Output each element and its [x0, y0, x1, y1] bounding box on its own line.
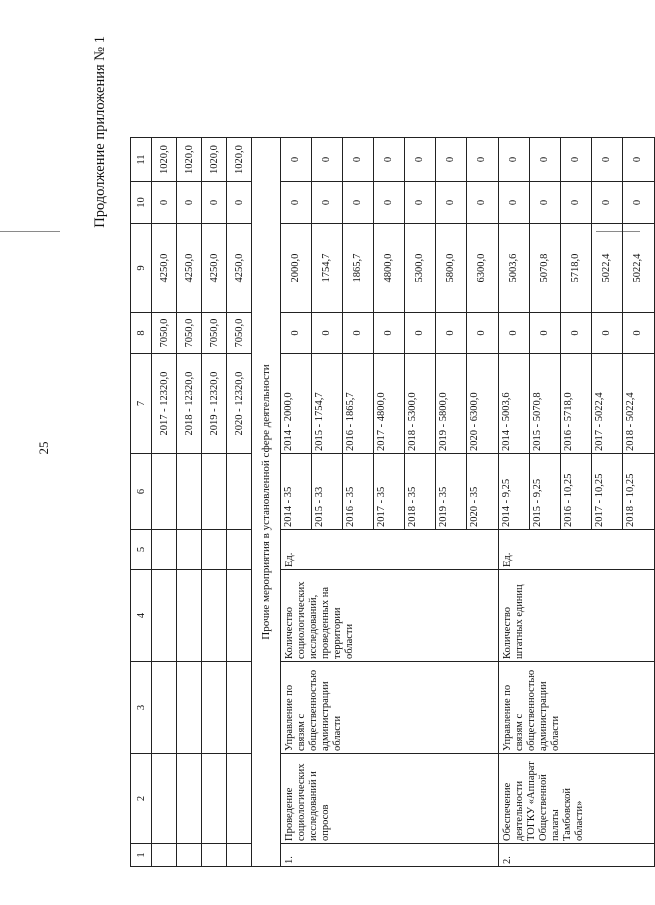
- funding-local-value: 0: [476, 199, 487, 206]
- funding-other-value: 0: [374, 138, 405, 181]
- indicator-value: 2015 - 9,25: [530, 454, 561, 529]
- item-number: 1.: [281, 844, 499, 867]
- indicator-value: 2014 - 35: [281, 454, 312, 529]
- column-header: 9: [131, 224, 152, 313]
- funding-total-value: 2015 - 5070,8: [530, 354, 561, 453]
- measure-name: Обеспечение деятельности ТОГКУ «Аппарат Общественной палаты Тамбовской области»: [499, 754, 655, 844]
- appendix-title: Продолжение приложения № 1: [92, 36, 108, 228]
- funding-regional-value: 5718,0: [561, 224, 592, 312]
- funding-other-column: [281, 138, 499, 182]
- funding-other-cell: 1020,0: [152, 138, 177, 182]
- funding-total-value: 2015 - 1754,7: [312, 354, 343, 453]
- funding-regional-value: 4800,0: [374, 224, 405, 312]
- funding-total-value: 2019 - 5800,0: [436, 354, 467, 453]
- funding-federal-value: 0: [530, 313, 561, 353]
- funding-regional-cell: 4250,0: [202, 224, 227, 313]
- funding-regional-value: 1865,7: [343, 224, 374, 312]
- funding-other-cell: 1020,0: [227, 138, 252, 182]
- funding-total-value: 2018 - 5022,4: [625, 392, 636, 451]
- executor-name: Управление по связям с общественностью администрации области: [281, 662, 499, 754]
- funding-local-cell: 0: [227, 182, 252, 224]
- funding-regional-cell: 4250,0: [227, 224, 252, 313]
- unit-of-measure: Ед.: [499, 530, 655, 570]
- funding-total-cell: 2019 - 12320,0: [202, 354, 227, 454]
- funding-local-value: 0: [312, 182, 343, 223]
- indicator-value: 2018 - 10,25: [625, 473, 636, 527]
- funding-regional-value: 2000,0: [281, 224, 312, 312]
- indicator-value: 2016 - 10,25: [561, 454, 592, 529]
- funding-regional-cell: 4250,0: [177, 224, 202, 313]
- indicator-value: 2019 - 35: [436, 454, 467, 529]
- funding-other-value: 0: [476, 156, 487, 163]
- funding-federal-column: [281, 313, 499, 354]
- column-header: 6: [131, 454, 152, 530]
- indicator-name: Количество штатных единиц: [499, 570, 655, 662]
- item-number: 2.: [499, 844, 655, 867]
- funding-regional-value: 5300,0: [405, 224, 436, 312]
- indicator-name: Количество социологических исследований, проведенных на территории области: [281, 570, 499, 662]
- indicator-value: 2020 - 35: [469, 486, 480, 527]
- column-header: 2: [131, 754, 152, 844]
- table-row: [281, 138, 499, 867]
- table-row: [202, 138, 227, 867]
- funding-other-value: 0: [343, 138, 374, 181]
- column-header: 1: [131, 844, 152, 867]
- funding-federal-value: 0: [343, 313, 374, 353]
- funding-other-value: 0: [499, 138, 530, 181]
- indicator-value: 2015 - 33: [312, 454, 343, 529]
- funding-other-cell: 1020,0: [202, 138, 227, 182]
- executor-name: Управление по связям с общественностью администрации области: [499, 662, 655, 754]
- column-header: 5: [131, 530, 152, 570]
- funding-other-value: 0: [561, 138, 592, 181]
- funding-other-value: 0: [436, 138, 467, 181]
- funding-federal-value: 0: [592, 313, 623, 353]
- funding-total-value: 2016 - 5718,0: [561, 354, 592, 453]
- funding-regional-column: [281, 224, 499, 313]
- table-row: [227, 138, 252, 867]
- funding-federal-value: 0: [499, 313, 530, 353]
- indicator-value: 2017 - 35: [374, 454, 405, 529]
- funding-federal-value: 0: [436, 313, 467, 353]
- section-row: [252, 138, 281, 867]
- indicator-value: 2018 - 35: [405, 454, 436, 529]
- funding-regional-value: 5070,8: [530, 224, 561, 312]
- indicator-values-cell: [281, 454, 499, 530]
- funding-total-value: 2014 - 5003,6: [499, 354, 530, 453]
- funding-local-value: 0: [561, 182, 592, 223]
- column-header: 3: [131, 662, 152, 754]
- funding-federal-value: 0: [312, 313, 343, 353]
- funding-local-value: 0: [281, 182, 312, 223]
- funding-total-column: [281, 354, 499, 454]
- column-header: 10: [131, 182, 152, 224]
- funding-local-value: 0: [632, 199, 643, 206]
- indicator-value: 2016 - 35: [343, 454, 374, 529]
- funding-total-value: 2017 - 5022,4: [592, 354, 623, 453]
- funding-federal-cell: 7050,0: [227, 313, 252, 354]
- section-title: Прочие мероприятия в установленной сфере деятельности: [252, 138, 281, 867]
- funding-other-column: [499, 138, 655, 182]
- funding-local-cell: 0: [202, 182, 227, 224]
- cut-mark-left: [0, 231, 60, 232]
- table-row: [152, 138, 177, 867]
- program-measures-table: [130, 137, 655, 867]
- funding-other-value: 0: [405, 138, 436, 181]
- funding-local-column: [499, 182, 655, 224]
- funding-regional-value: 1754,7: [312, 224, 343, 312]
- funding-other-cell: 1020,0: [177, 138, 202, 182]
- funding-other-value: 0: [312, 138, 343, 181]
- funding-regional-value: 5800,0: [436, 224, 467, 312]
- funding-other-value: 0: [592, 138, 623, 181]
- column-header: 8: [131, 313, 152, 354]
- funding-federal-value: 0: [561, 313, 592, 353]
- funding-total-value: 2014 - 2000,0: [281, 354, 312, 453]
- funding-regional-value: 5003,6: [499, 224, 530, 312]
- funding-local-value: 0: [592, 182, 623, 223]
- funding-federal-cell: 7050,0: [152, 313, 177, 354]
- funding-total-value: 2016 - 1865,7: [343, 354, 374, 453]
- funding-total-cell: 2017 - 12320,0: [152, 354, 177, 454]
- table-row: [177, 138, 202, 867]
- page-number: 25: [36, 441, 51, 455]
- funding-regional-value: 6300,0: [476, 253, 487, 283]
- funding-federal-cell: 7050,0: [177, 313, 202, 354]
- funding-federal-column: [499, 313, 655, 354]
- column-header: 11: [131, 138, 152, 182]
- funding-local-cell: 0: [152, 182, 177, 224]
- funding-local-cell: 0: [177, 182, 202, 224]
- funding-total-cell: 2018 - 12320,0: [177, 354, 202, 454]
- unit-of-measure: Ед.: [281, 530, 499, 570]
- funding-federal-value: 0: [405, 313, 436, 353]
- indicator-value: 2014 - 9,25: [499, 454, 530, 529]
- funding-regional-cell: 4250,0: [152, 224, 177, 313]
- rotated-page-content: [90, 32, 643, 867]
- funding-local-value: 0: [374, 182, 405, 223]
- table-row: [499, 138, 655, 867]
- funding-total-value: 2018 - 5300,0: [405, 354, 436, 453]
- funding-total-column: [499, 354, 655, 454]
- funding-local-value: 0: [436, 182, 467, 223]
- funding-total-cell: 2020 - 12320,0: [227, 354, 252, 454]
- funding-local-value: 0: [499, 182, 530, 223]
- funding-local-column: [281, 182, 499, 224]
- funding-federal-value: 0: [374, 313, 405, 353]
- funding-federal-cell: 7050,0: [202, 313, 227, 354]
- indicator-values-cell: [499, 454, 655, 530]
- funding-other-value: 0: [632, 156, 643, 163]
- funding-total-value: 2020 - 6300,0: [469, 392, 480, 451]
- funding-regional-value: 5022,4: [592, 224, 623, 312]
- funding-local-value: 0: [530, 182, 561, 223]
- funding-total-value: 2017 - 4800,0: [374, 354, 405, 453]
- indicator-value: 2017 - 10,25: [592, 454, 623, 529]
- funding-federal-value: 0: [632, 330, 643, 336]
- funding-regional-column: [499, 224, 655, 313]
- funding-other-value: 0: [281, 138, 312, 181]
- funding-local-value: 0: [405, 182, 436, 223]
- column-header: 4: [131, 570, 152, 662]
- funding-local-value: 0: [343, 182, 374, 223]
- funding-federal-value: 0: [281, 313, 312, 353]
- column-header: 7: [131, 354, 152, 454]
- funding-federal-value: 0: [476, 330, 487, 336]
- column-number-row: [131, 138, 152, 867]
- funding-regional-value: 5022,4: [632, 253, 643, 283]
- funding-other-value: 0: [530, 138, 561, 181]
- measure-name: Проведение социологических исследований и опросов: [281, 754, 499, 844]
